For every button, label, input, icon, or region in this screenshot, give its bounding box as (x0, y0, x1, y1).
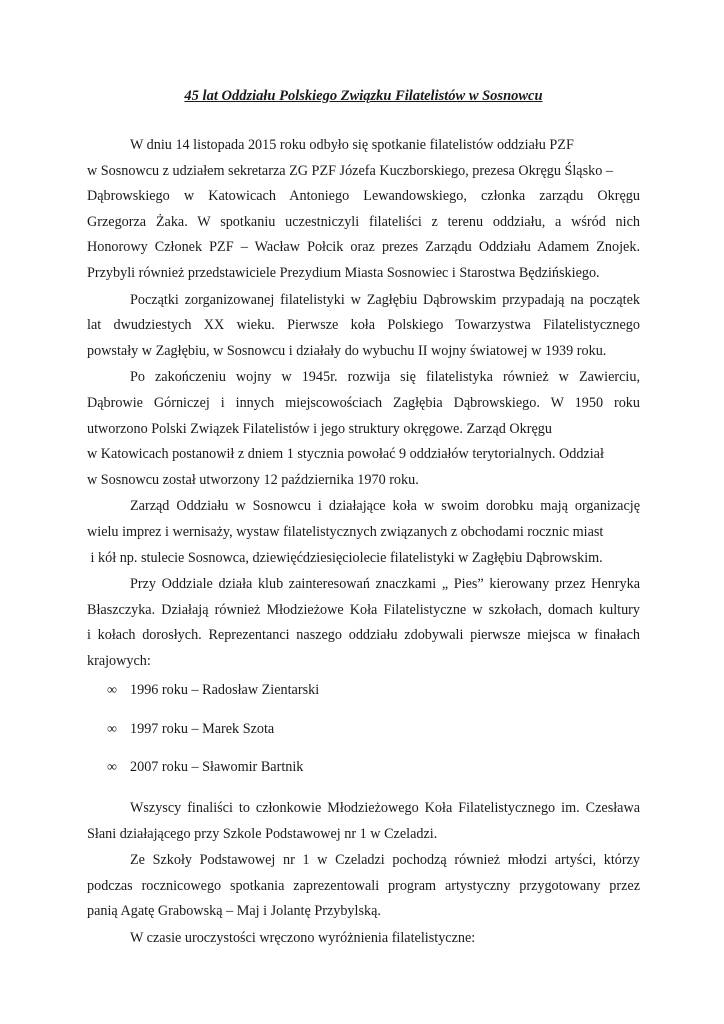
document-page (87, 86, 640, 952)
text-line: Po zakończeniu wojny w 1945r. rozwija się filatelistyka również w Zawierciu, (130, 369, 640, 386)
text-line: Dąbrowie Górniczej i innych miejscowościach Zagłębia Dąbrowskiego. W 1950 roku (87, 394, 640, 411)
text-line: podczas rocznicowego spotkania zaprezentowali program artystyczny przygotowany przez (87, 877, 640, 894)
list-item (87, 755, 640, 794)
text-line: w Sosnowcu został utworzony 12 października 1970 roku. (87, 471, 419, 488)
text-line: W czasie uroczystości wręczono wyróżnienia filatelistyczne: (130, 929, 476, 946)
text-line: Zarząd Oddziału w Sosnowcu i działające koła w swoim dorobku mają organizację (130, 498, 640, 515)
paragraph-events (87, 494, 640, 571)
text-line: w Sosnowcu z udziałem sekretarza ZG PZF Józefa Kuczborskiego, prezesa Okręgu Śląsko – (87, 162, 613, 179)
paragraph-clubs (87, 572, 640, 674)
text-line: krajowych: (87, 652, 151, 669)
text-line: Błaszczyka. Działają również Młodzieżowe Koła Filatelistyczne w szkołach, domach kultury (87, 601, 640, 618)
infinity-bullet-icon: ∞ (107, 760, 117, 776)
text-line: Słani działającego przy Szkole Podstawowej nr 1 w Czeladzi. (87, 825, 438, 842)
text-line: Ze Szkoły Podstawowej nr 1 w Czeladzi pochodzą również młodzi artyści, którzy (130, 852, 640, 869)
text-line: w Katowicach postanowił z dniem 1 stycznia powołać 9 oddziałów terytorialnych. Oddział (87, 446, 604, 463)
text-line: Dąbrowskiego w Katowicach Antoniego Lewandowskiego, członka zarządu Okręgu (87, 188, 640, 205)
text-line: panią Agatę Grabowską – Maj i Jolantę Przybylską. (87, 903, 381, 920)
text-line: Wszyscy finaliści to członkowie Młodzieżowego Koła Filatelistycznego im. Czesława (130, 799, 640, 816)
text-line: Przybyli również przedstawiciele Prezydium Miasta Sosnowiec i Starostwa Będzińskiego. (87, 264, 600, 281)
text-line: i kołach dorosłych. Reprezentanci naszego oddziału zdobywali pierwsze miejsca w finałach (87, 627, 640, 644)
text-line: Honorowy Członek PZF – Wacław Połcik oraz prezes Zarządu Oddziału Adamem Znojek. (87, 239, 640, 256)
text-line: powstały w Zagłębiu, w Sosnowcu i działały do wybuchu II wojny światowej w 1939 roku. (87, 342, 607, 359)
text-line: i kół np. stulecie Sosnowca, dziewięćdziesięciolecie filatelistyki w Zagłębiu Dąbrowskim. (87, 549, 603, 566)
list-item-text: 2007 roku – Sławomir Bartnik (130, 759, 304, 776)
text-line: W dniu 14 listopada 2015 roku odbyło się spotkanie filatelistów oddziału PZF (130, 137, 574, 153)
infinity-bullet-icon: ∞ (107, 683, 117, 699)
paragraph-meeting (87, 133, 640, 287)
text-line: lat dwudziestych XX wieku. Pierwsze koła Polskiego Towarzystwa Filatelistycznego (87, 317, 640, 334)
document-title: 45 lat Oddziału Polskiego Związku Filatelistów w Sosnowcu (184, 88, 543, 104)
infinity-bullet-icon: ∞ (107, 721, 117, 737)
text-line: utworzono Polski Związek Filatelistów i jego struktury okręgowe. Zarząd Okręgu (87, 420, 552, 437)
paragraph-artists (87, 848, 640, 925)
text-line: Przy Oddziale działa klub zainteresowań znaczkami „ Pies” kierowany przez Henryka (130, 576, 640, 593)
list-item-text: 1997 roku – Marek Szota (130, 720, 275, 737)
text-line: wielu imprez i wernisaży, wystaw filatelistycznych związanych z obchodami rocznic miast (87, 523, 604, 540)
list-item (87, 678, 640, 717)
paragraph-finalists (87, 796, 640, 847)
text-line: Grzegorza Żaka. W spotkaniu uczestniczyli filateliści z terenu oddziału, a wśród nich (87, 213, 640, 230)
list-item (87, 717, 640, 756)
text-line: Początki zorganizowanej filatelistyki w Zagłębiu Dąbrowskim przypadają na początek (130, 291, 640, 308)
paragraph-postwar (87, 365, 640, 493)
paragraph-history-beginnings (87, 288, 640, 365)
finalists-list (87, 678, 640, 794)
paragraph-awards (87, 926, 640, 952)
list-item-text: 1996 roku – Radosław Zientarski (130, 682, 320, 699)
